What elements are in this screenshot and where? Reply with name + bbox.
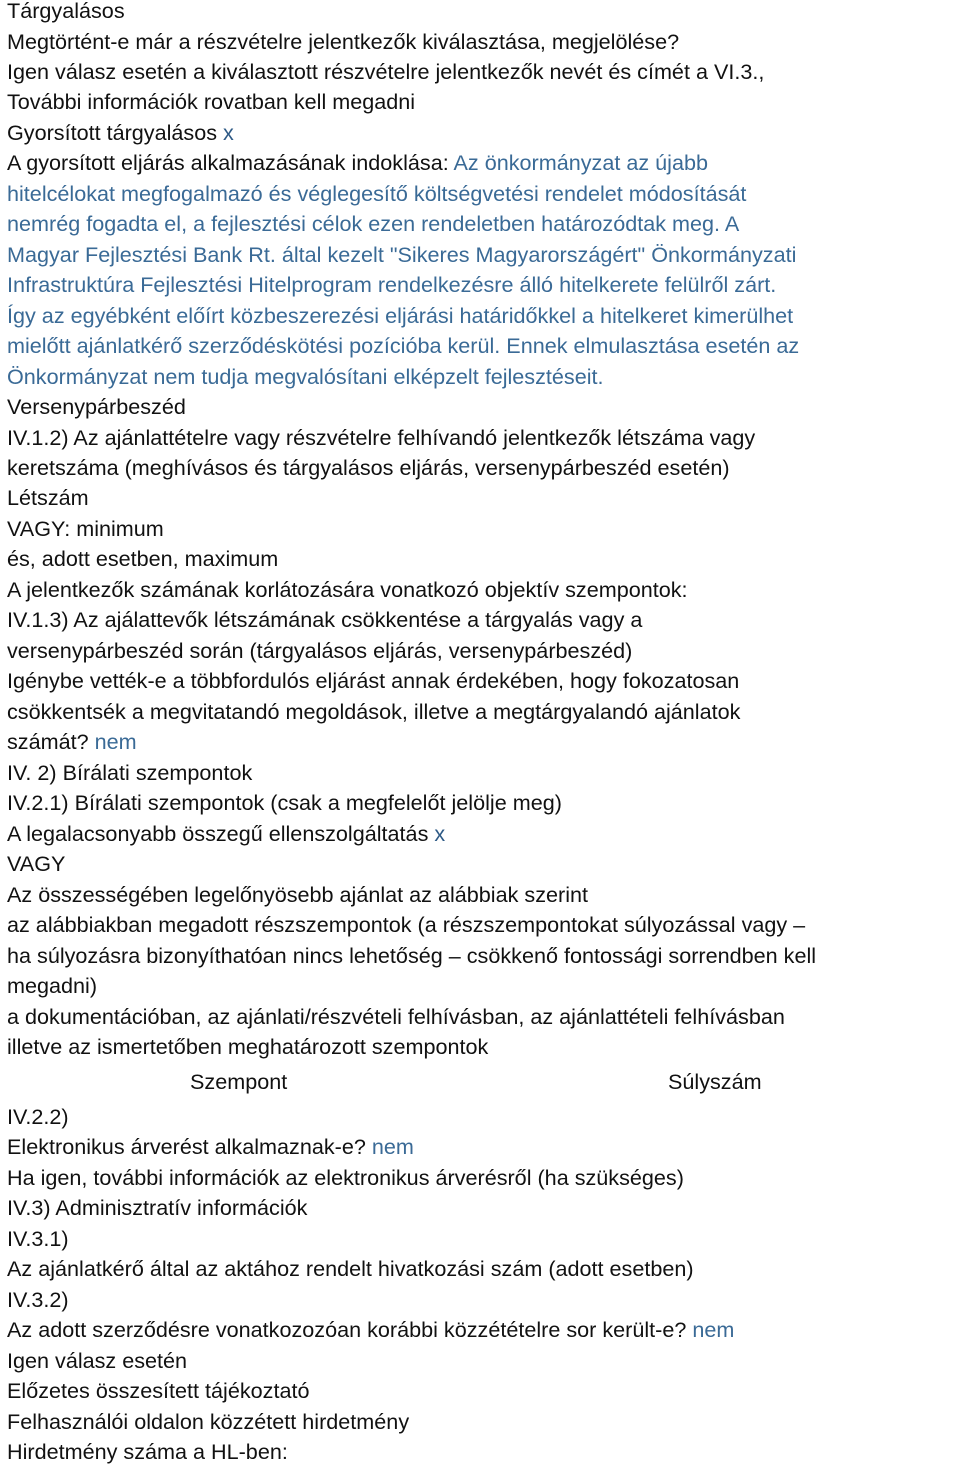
section-heading: IV.2.2) (7, 1104, 69, 1129)
answer-text: nemrég fogadta el, a fejlesztési célok ezen rendeletben határozódtak meg. A (7, 211, 740, 236)
column-header-sulyszam: Súlyszám (668, 1069, 762, 1094)
text-line: Létszám (7, 485, 89, 510)
answer-text: Infrastruktúra Fejlesztési Hitelprogram rendelkezésre álló hitelkerete felülről zárt. (7, 272, 777, 297)
text-line: Igen válasz esetén a kiválasztott részvételre jelentkezők nevét és címét a VI.3., (7, 59, 765, 84)
text-line: Megtörtént-e már a részvételre jelentkezők kiválasztása, megjelölése? (7, 29, 680, 54)
text-line: Előzetes összesített tájékoztató (7, 1378, 310, 1403)
answer-text: nem (692, 1317, 735, 1342)
text-line (7, 118, 234, 148)
checkmark-x: x (434, 821, 446, 846)
text-line: az alábbiakban megadott részszempontok (a részszempontokat súlyozással vagy – (7, 912, 806, 937)
text-line: Igénybe vették-e a többfordulós eljárást annak érdekében, hogy fokozatosan (7, 668, 740, 693)
text-line: megadni) (7, 973, 98, 998)
text-line: VAGY (7, 851, 66, 876)
answer-text: nem (94, 729, 137, 754)
section-heading: IV.3) Adminisztratív információk (7, 1195, 308, 1220)
heading-targyalasos: Tárgyalásos (7, 0, 125, 23)
answer-text (7, 240, 796, 270)
answer-text: nem (371, 1134, 414, 1159)
text-line (7, 727, 137, 757)
label: Az adott szerződésre vonatkozozóan korábbi közzétételre sor került-e? (7, 1317, 693, 1342)
text-line: ha súlyozásra bizonyíthatóan nincs lehetőség – csökkenő fontossági sorrendben kell (7, 943, 817, 968)
answer-text-part: Magyar Fejlesztési Bank Rt. (7, 242, 276, 267)
text-line: Ha igen, további információk az elektronikus árverésről (ha szükséges) (7, 1165, 684, 1190)
column-header-szempont: Szempont (190, 1069, 288, 1094)
answer-text-part: által kezelt "Sikeres Magyarországért" Önkormányzati (275, 242, 797, 267)
text-line: A jelentkezők számának korlátozására vonatkozó objektív szempontok: (7, 577, 688, 602)
section-heading: IV.1.2) Az ajánlattételre vagy részvételre felhívandó jelentkezők létszáma vagy (7, 425, 756, 450)
text-line: a dokumentációban, az ajánlati/részvételi felhívásban, az ajánlattételi felhívásban (7, 1004, 785, 1029)
answer-text: Így az egyébként előírt közbeszerezési eljárási határidőkkel a hitelkeret kimerülhet (7, 303, 794, 328)
text-line: versenypárbeszéd során (tárgyalásos eljárás, versenypárbeszéd) (7, 638, 633, 663)
text-line: Hirdetmény száma a HL-ben: (7, 1439, 288, 1464)
text-line (7, 819, 445, 849)
text-line (7, 1315, 734, 1345)
text-line: Az összességében legelőnyösebb ajánlat az alábbiak szerint (7, 882, 589, 907)
checkmark-x: x (223, 120, 234, 145)
label: Gyorsított tárgyalásos (7, 120, 224, 145)
section-heading: IV. 2) Bírálati szempontok (7, 760, 253, 785)
answer-text: Önkormányzat nem tudja megvalósítani elképzelt fejlesztéseit. (7, 364, 604, 389)
label: A gyorsított eljárás alkalmazásának indoklása: (7, 150, 454, 175)
text-line: keretszáma (meghívásos és tárgyalásos eljárás, versenypárbeszéd esetén) (7, 455, 730, 480)
label: Elektronikus árverést alkalmaznak-e? (7, 1134, 372, 1159)
text-line: Az ajánlatkérő által az aktához rendelt hivatkozási szám (adott esetben) (7, 1256, 694, 1281)
text-line: Igen válasz esetén (7, 1348, 188, 1373)
text-line (7, 1132, 414, 1162)
text-line: illetve az ismertetőben meghatározott szempontok (7, 1034, 489, 1059)
answer-text: Az önkormányzat az újabb (453, 150, 708, 175)
text-line: és, adott esetben, maximum (7, 546, 279, 571)
section-heading: IV.1.3) Az ajálattevők létszámának csökkentése a tárgyalás vagy a (7, 607, 643, 632)
text-line: csökkentsék a megvitatandó megoldások, illetve a megtárgyalandó ajánlatok (7, 699, 741, 724)
answer-text: hitelcélokat megfogalmazó és véglegesítő költségvetési rendelet módosítását (7, 181, 747, 206)
section-heading: IV.3.1) (7, 1226, 69, 1251)
text-line: Versenypárbeszéd (7, 394, 186, 419)
text-line (7, 148, 708, 178)
section-heading: IV.3.2) (7, 1287, 69, 1312)
text-line: További információk rovatban kell megadni (7, 89, 416, 114)
label: számát? (7, 729, 95, 754)
text-line: VAGY: minimum (7, 516, 164, 541)
text-line: Felhasználói oldalon közzétett hirdetmény (7, 1409, 410, 1434)
label: A legalacsonyabb összegű ellenszolgáltatás (7, 821, 435, 846)
answer-text: mielőtt ajánlatkérő szerződéskötési pozícióba kerül. Ennek elmulasztása esetén az (7, 333, 800, 358)
section-heading: IV.2.1) Bírálati szempontok (csak a megfelelőt jelölje meg) (7, 790, 562, 815)
